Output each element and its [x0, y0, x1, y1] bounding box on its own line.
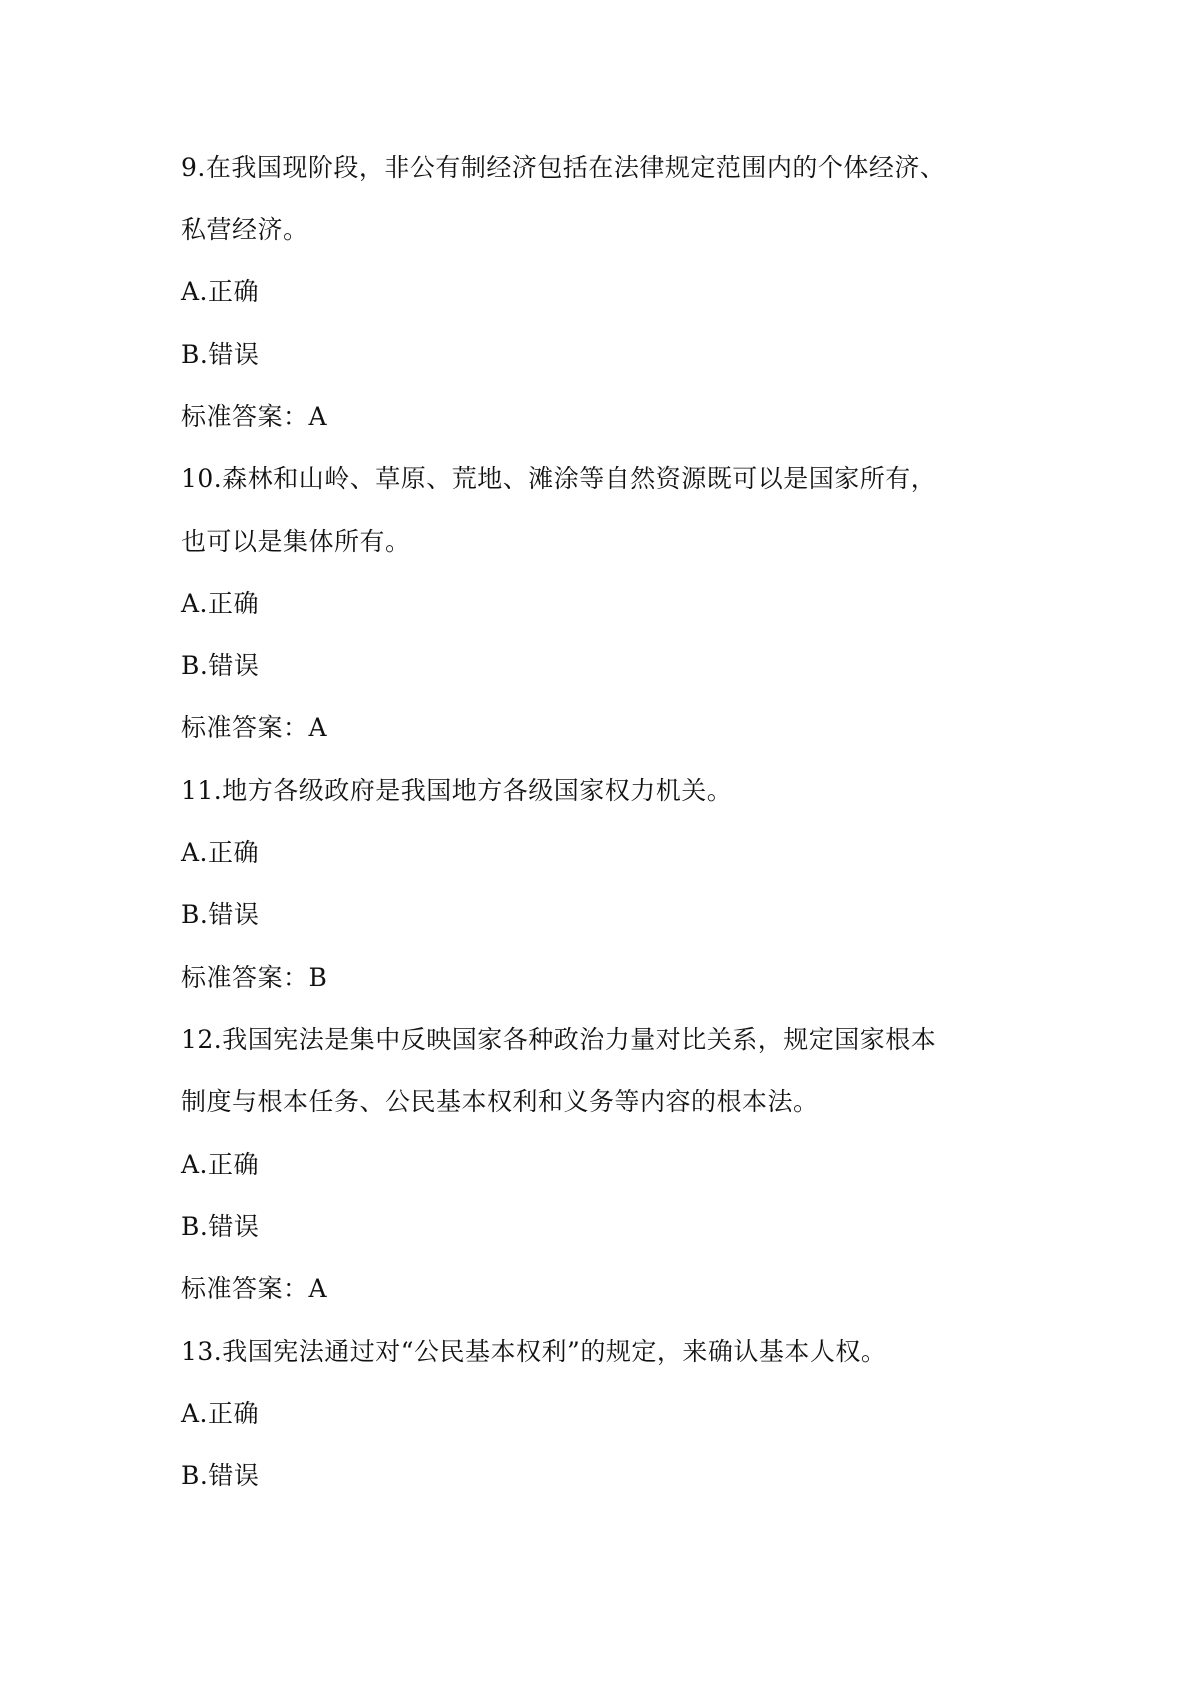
question-11-answer: 标准答案：B [181, 963, 328, 992]
question-10-option-b: B.错误 [181, 651, 260, 680]
question-12-stem-line-1: 12.我国宪法是集中反映国家各种政治力量对比关系，规定国家根本 [181, 1025, 937, 1054]
question-12-option-b: B.错误 [181, 1212, 260, 1241]
question-12-stem-line-2: 制度与根本任务、公民基本权利和义务等内容的根本法。 [181, 1087, 819, 1116]
question-12-answer: 标准答案：A [181, 1274, 328, 1303]
question-12-option-a: A.正确 [181, 1150, 260, 1179]
question-9-stem-line-1: 9.在我国现阶段，非公有制经济包括在法律规定范围内的个体经济、 [181, 153, 946, 182]
question-10-answer: 标准答案：A [181, 713, 328, 742]
question-13-option-a: A.正确 [181, 1399, 260, 1428]
question-13-option-b: B.错误 [181, 1461, 260, 1490]
question-13-stem-line-1: 13.我国宪法通过对“公民基本权利”的规定，来确认基本人权。 [181, 1337, 887, 1366]
question-9-answer: 标准答案：A [181, 402, 328, 431]
question-11-option-a: A.正确 [181, 838, 260, 867]
question-9-option-b: B.错误 [181, 340, 260, 369]
question-10-stem-line-2: 也可以是集体所有。 [181, 527, 411, 556]
question-9-stem-line-2: 私营经济。 [181, 215, 309, 244]
question-10-option-a: A.正确 [181, 589, 260, 618]
question-11-stem-line-1: 11.地方各级政府是我国地方各级国家权力机关。 [181, 776, 733, 805]
question-11-option-b: B.错误 [181, 900, 260, 929]
question-10-stem-line-1: 10.森林和山岭、草原、荒地、滩涂等自然资源既可以是国家所有， [181, 464, 937, 493]
question-9-option-a: A.正确 [181, 277, 260, 306]
